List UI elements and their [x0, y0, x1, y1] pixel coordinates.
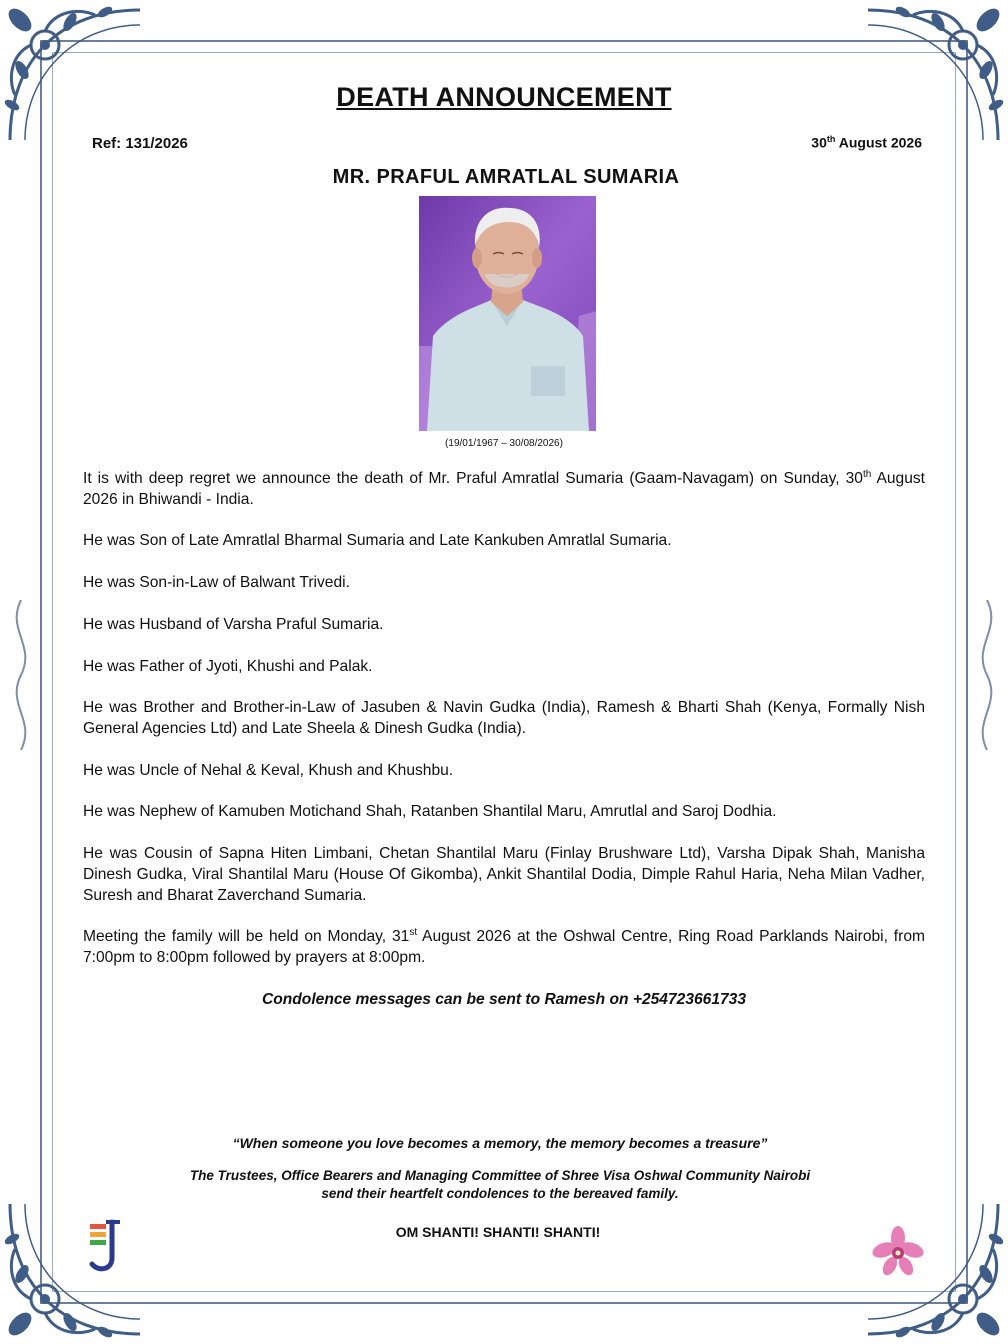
- corner-ornament-bottom-left-icon: [0, 1194, 150, 1344]
- side-ornament-right-icon: [972, 600, 1002, 750]
- corner-ornament-top-right-icon: [858, 0, 1008, 150]
- lifespan-dates: (19/01/1967 – 30/08/2026): [445, 438, 563, 449]
- trustees-line-1: The Trustees, Office Bearers and Managing Committee of Shree Visa Oshwal Community Nairobi: [189, 1168, 811, 1183]
- condolence-contact: Condolence messages can be sent to Ramesh on +254723661733: [261, 990, 747, 1008]
- paragraph-uncle: He was Uncle of Nehal & Keval, Khush and Khushbu.: [83, 761, 454, 779]
- paragraph-brother: He was Brother and Brother-in-Law of Jasuben & Navin Gudka (India), Ramesh & Bharti Shah (Kenya, Formally Nish General Agencies Ltd) and Late Sheela & Dinesh Gudka (India).: [83, 699, 925, 738]
- closing-prayer: OM SHANTI! SHANTI! SHANTI!: [395, 1224, 601, 1240]
- paragraph-husband: He was Husband of Varsha Praful Sumaria.: [83, 615, 384, 633]
- deceased-portrait: [419, 196, 596, 431]
- trustees-line-2: send their heartfelt condolences to the bereaved family.: [321, 1186, 679, 1201]
- paragraph-death-notice: It is with deep regret we announce the death of Mr. Praful Amratlal Sumaria (Gaam-Navagam) on Sunday, 30th August 2026 in Bhiwandi - India.: [83, 468, 925, 508]
- announcement-title: DEATH ANNOUNCEMENT: [336, 82, 672, 112]
- community-logo-icon: [86, 1218, 126, 1278]
- deceased-name: MR. PRAFUL AMRATLAL SUMARIA: [332, 166, 680, 188]
- paragraph-nephew: He was Nephew of Kamuben Motichand Shah, Ratanben Shantilal Maru, Amrutlal and Saroj Dodhia.: [83, 803, 777, 821]
- paragraph-son-of: He was Son of Late Amratlal Bharmal Sumaria and Late Kankuben Amratlal Sumaria.: [83, 532, 672, 550]
- announcement-date: 30th August 2026: [811, 134, 922, 151]
- reference-number: Ref: 131/2026: [92, 135, 188, 152]
- trustees-condolence: [0, 1167, 1000, 1203]
- paragraph-son-in-law: He was Son-in-Law of Balwant Trivedi.: [83, 574, 350, 592]
- paragraph-meeting: Meeting the family will be held on Monday, 31st August 2026 at the Oshwal Centre, Ring Road Parklands Nairobi, from 7:00pm to 8:00pm followed by prayers at 8:00pm.: [83, 927, 925, 967]
- paragraph-cousin: He was Cousin of Sapna Hiten Limbani, Chetan Shantilal Maru (Finlay Brushware Ltd), Varsha Dipak Shah, Manisha Dinesh Gudka, Viral Shantilal Maru (House Of Gikomba), Ankit Shantilal Dodia, Dimple Rahul Haria, Neha Milan Vadher, Suresh and Bharat Zaverchand Sumaria.: [83, 845, 925, 904]
- announcement-body: [83, 469, 925, 1032]
- corner-ornament-top-left-icon: [0, 0, 150, 150]
- memorial-quote: “When someone you love becomes a memory, the memory becomes a treasure”: [232, 1135, 768, 1151]
- paragraph-father: He was Father of Jyoti, Khushi and Palak.: [83, 657, 373, 675]
- orchid-flower-icon: [872, 1226, 924, 1278]
- side-ornament-left-icon: [6, 600, 36, 750]
